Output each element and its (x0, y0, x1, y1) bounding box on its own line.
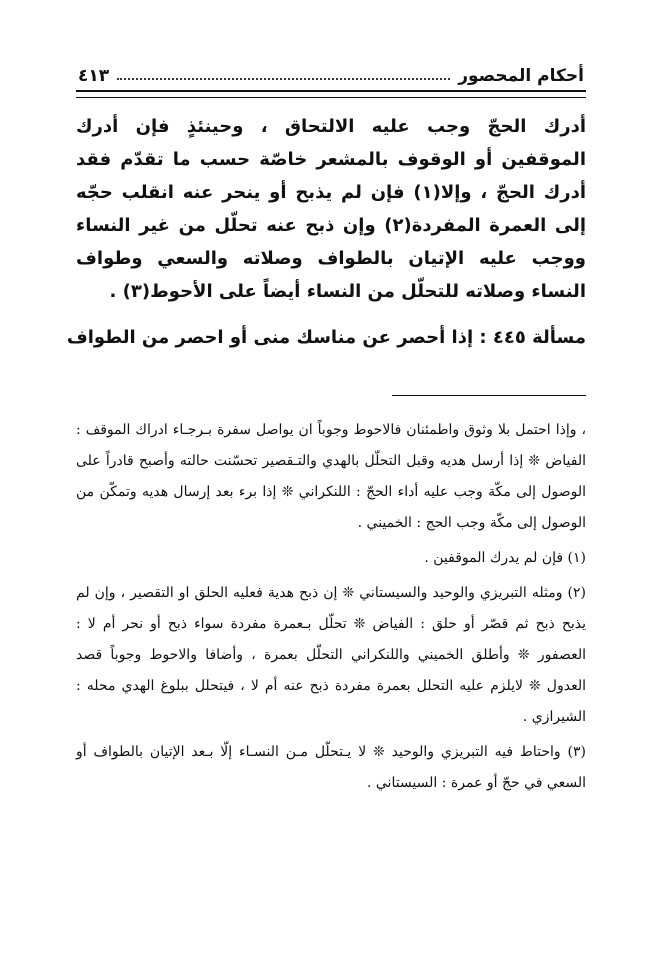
footnote-1: (١) فإن لم يدرك الموقفين . (424, 550, 586, 566)
issue-label: مسألة ٤٤٥ (492, 327, 586, 348)
main-text (76, 110, 586, 308)
footnote-continuation: ، وإذا احتمل بلا وثوق واطمئنان فالاحوط وجوباً ان يواصل سفرة بـرجـاء ادراك الموقف : الفياض ❊ إذا أرسل هديه وقبل التحلّل بالهدي والتـقصير تحسّنت حالته وأصبح قادراً على الوصول إلى مكّة وجب عليه أداء الحجّ : اللنكراني ❊ إذا برء بعد إرسال هديه وتمكّن من الوصول إلى مكّة وجب الحج : الخميني . (76, 422, 586, 531)
header-rule (76, 90, 586, 98)
footnotes (76, 415, 586, 799)
footnote-separator (392, 395, 586, 396)
main-paragraph: أدرك الحجّ وجب عليه الالتحاق ، وحينئذٍ فإن أدرك الموقفين أو الوقوف بالمشعر خاصّة حسب ما تقدّم فقد أدرك الحجّ ، وإلا(١) فإن لم يذبح أو ينحر عنه انقلب حجّه إلى العمرة المفردة(٢) وإن ذبح عنه تحلّل من غير النساء ووجب عليه الإتيان بالطواف وصلاته والسعي وطواف النساء وصلاته للتحلّل من النساء أيضاً على الأحوط(٣) . (76, 116, 586, 302)
header-dotted-leader (117, 77, 450, 80)
page-number: ٤١٣ (78, 66, 110, 86)
footnote-2: (٢) ومثله التبريزي والوحيد والسيستاني ❊ إن ذبح هدية فعليه الحلق او التقصير ، وإن لم يذبح ذبح ثم قصّر أو حلق : الفياض ❊ تحلّل بـعمرة مفردة سواء ذبح أو نحر أم لا : العصفور ❊ وأطلق الخميني واللنكراني التحلّل بعمرة ، وأضافا والاحوط وجوباً قصد العدول ❊ لايلزم عليه التحلل بعمرة مفردة ذبح عنه أم لا ، فيتحلل ببلوغ الهدي محله : الشيرازي . (76, 585, 586, 725)
header-title: أحكام المحصور (458, 66, 584, 86)
running-header (78, 58, 584, 86)
footnote-3: (٣) واحتاط فيه التبريزي والوحيد ❊ لا يـتحلّل مـن النسـاء إلّا بـعد الإتيان بالطواف أو السعي في حجّ أو عمرة : السيستاني . (76, 744, 586, 791)
issue-heading (66, 322, 586, 354)
issue-text: : إذا أحصر عن مناسك منى أو احصر من الطواف (66, 327, 487, 348)
